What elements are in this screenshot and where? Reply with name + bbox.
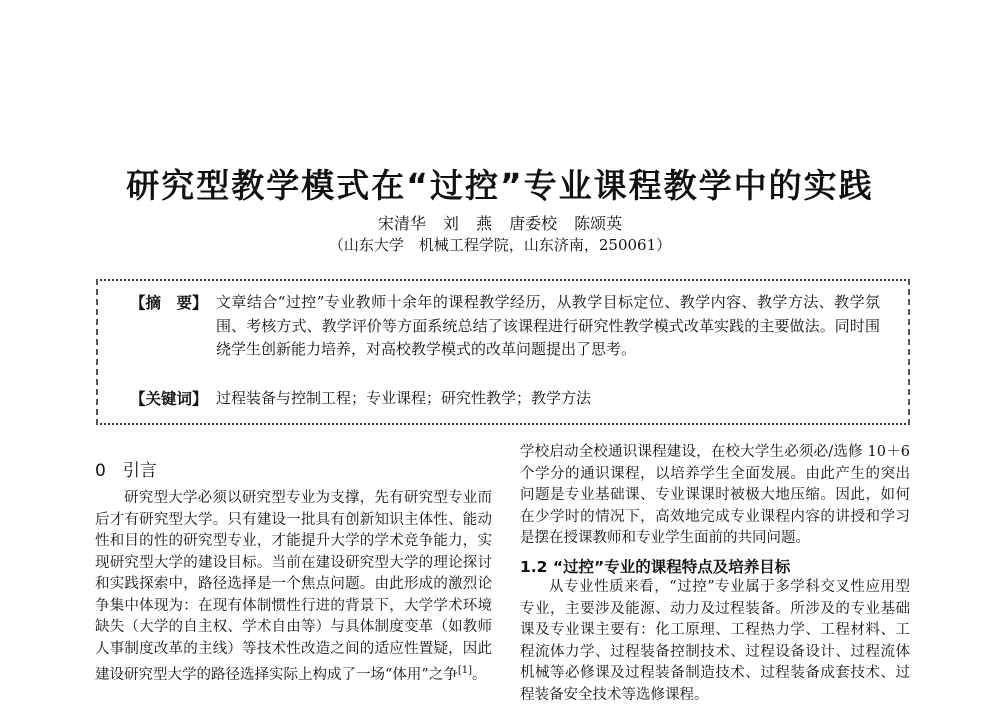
intro-paragraph: [95, 488, 492, 686]
keywords-label: 【关键词】: [130, 390, 208, 408]
section-heading-intro: 0 引言: [95, 461, 157, 481]
intro-end: 。: [472, 666, 487, 683]
right-column-continued-paragraph: 学校启动全校通识课程建设，在校大学生必须必/选修 10＋6 个学分的通识课程，以培养学生全面发展。由此产生的突出问题是专业基础课、专业课课时被极大地压缩。因此，如何在少学时的情况下，高效地完成专业课程内容的讲授和学习是摆在授课教师和专业学生面前的共同问题。: [520, 444, 910, 546]
paper-title: 研究型教学模式在“过控”专业课程教学中的实践: [126, 166, 874, 205]
abstract-box: [96, 279, 910, 425]
intro-text: 研究型大学必须以研究型专业为支撑，先有研究型专业而后才有研究型大学。只有建设一批具有创新知识主体性、能动性和目的性的研究型专业，才能提升大学的学术竞争能力，实现研究型大学的建设目标。当前在建设研究型大学的理论探讨和实践探索中，路径选择是一个焦点问题。由此形成的激烈论争集中体现为：在现有体制惯性行进的背景下，大学学术环境缺失（大学的自主权、学术自由等）与具体制度变革（如教师人事制度改革的主线）等技术性改造之间的适应性置疑，因此建设研究型大学的路径选择实际上构成了一场“体用”之争: [95, 490, 492, 683]
keywords-text: 过程装备与控制工程；专业课程；研究性教学；教学方法: [216, 389, 592, 407]
affiliation: （山东大学 机械工程学院，山东济南，250061）: [328, 236, 672, 254]
abstract-text: 文章结合“过控”专业教师十余年的课程教学经历，从教学目标定位、教学内容、教学方法、教学氛围、考核方式、教学评价等方面系统总结了该课程进行研究性教学模式改革实践的主要做法。同时围绕学生创新能力培养，对高校教学模式的改革问题提出了思考。: [216, 293, 880, 358]
author-list: 宋清华 刘 燕 唐委校 陈颂英: [377, 214, 623, 233]
citation-ref: [1]: [457, 665, 472, 676]
abstract-label: 【摘 要】: [130, 294, 208, 312]
section-1-2-paragraph: 从专业性质来看，“过控”专业属于多学科交叉性应用型专业，主要涉及能源、动力及过程装备。所涉及的专业基础课及专业课主要有：化工原理、工程热力学、工程材料、工程流体力学、过程装备控制技术、过程设备设计、过程流体机械等必修课及过程装备制造技术、过程装备成套技术、过程装备安全技术等选修课程。: [520, 579, 910, 703]
section-heading-1-2: 1.2 “过控”专业的课程特点及培养目标: [520, 558, 791, 576]
